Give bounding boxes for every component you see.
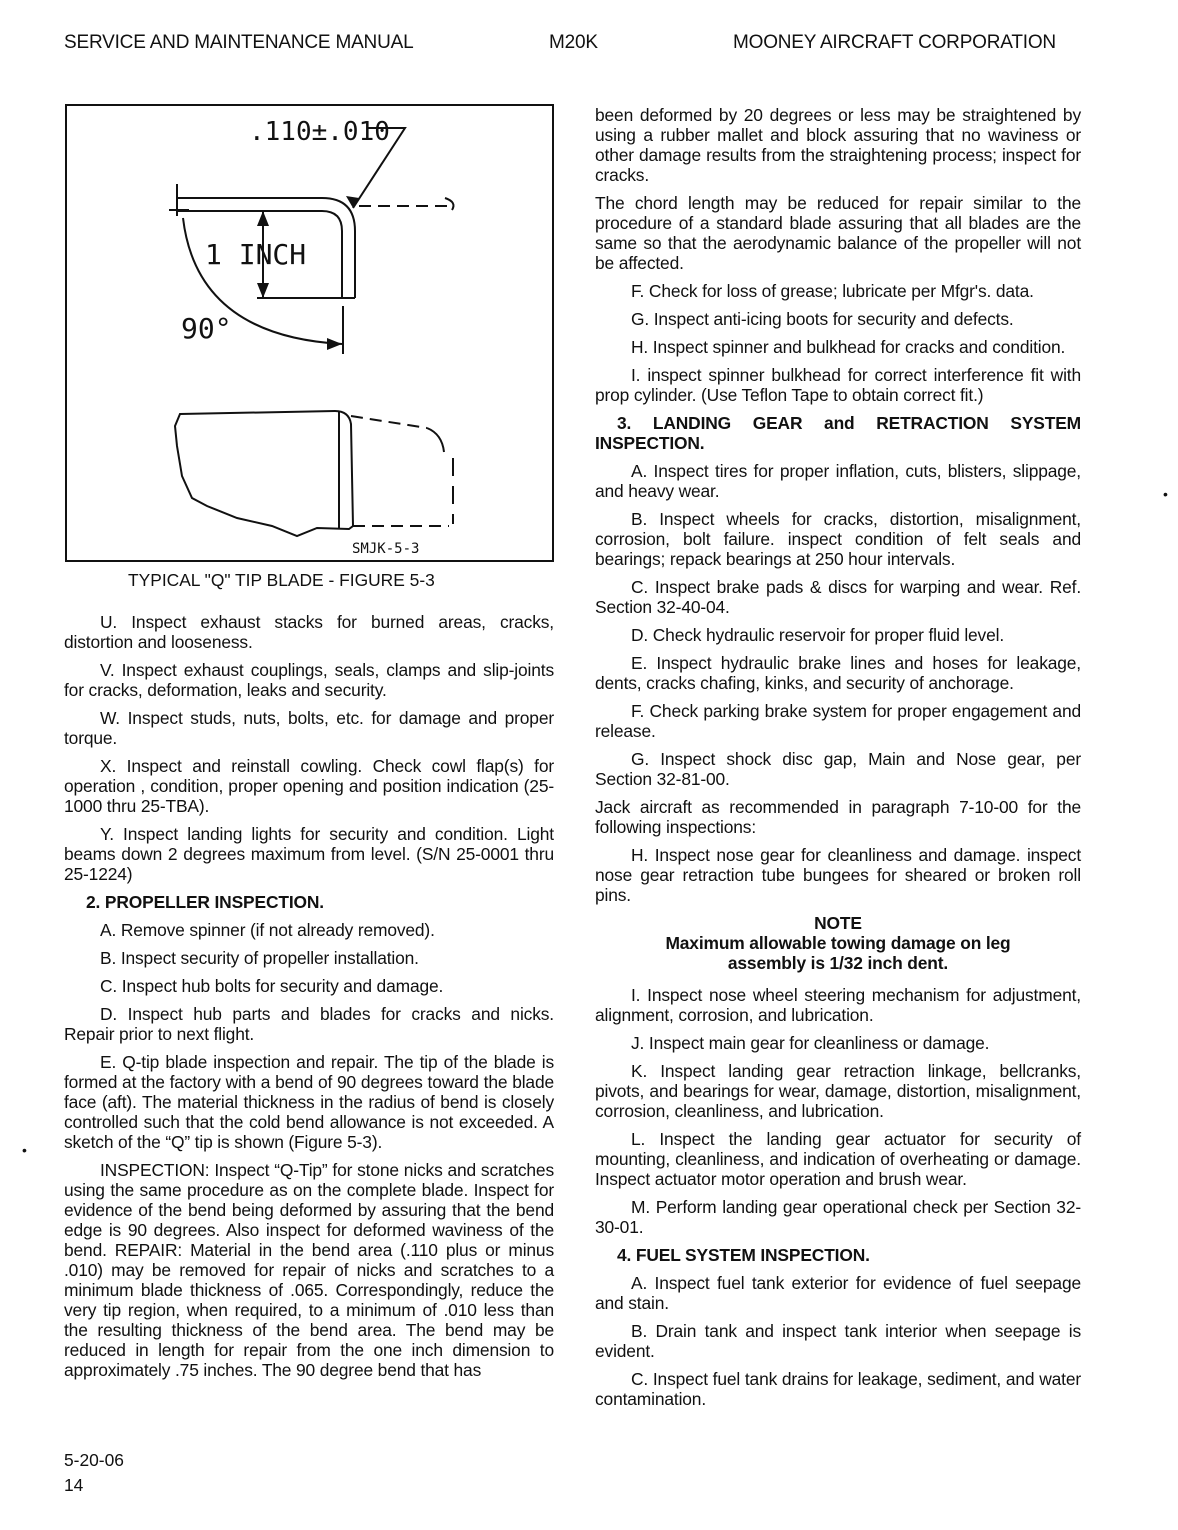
q-tip-blade-figure xyxy=(65,104,554,562)
propeller-item-d: D. Inspect hub parts and blades for cracks and nicks. Repair prior to next flight. xyxy=(64,1004,554,1044)
jack-aircraft-text: Jack aircraft as recommended in paragraph 7-10-00 for the following inspections: xyxy=(595,797,1081,837)
propeller-item-g: G. Inspect anti-icing boots for security and defects. xyxy=(631,309,1014,329)
page-number: 14 xyxy=(64,1475,84,1495)
item-x: X. Inspect and reinstall cowling. Check cowl flap(s) for operation , condition, proper opening and position indication (25-1000 thru 25-TBA). xyxy=(64,756,554,816)
propeller-item-f: F. Check for loss of grease; lubricate per Mfgr's. data. xyxy=(631,281,1034,301)
item-u: U. Inspect exhaust stacks for burned areas, cracks, distortion and looseness. xyxy=(64,612,554,652)
propeller-heading: 2. PROPELLER INSPECTION. xyxy=(86,892,324,912)
landing-item-l: L. Inspect the landing gear actuator for security of mounting, cleanliness, and indication of overheating or damage. Inspect actuator motor operation and brush wear. xyxy=(595,1129,1081,1189)
item-w: W. Inspect studs, nuts, bolts, etc. for damage and proper torque. xyxy=(64,708,554,748)
propeller-item-i: I. inspect spinner bulkhead for correct interference fit with prop cylinder. (Use Teflon Tape to obtain correct fit.) xyxy=(595,365,1081,405)
landing-item-f: F. Check parking brake system for proper engagement and release. xyxy=(595,701,1081,741)
header-company: MOONEY AIRCRAFT CORPORATION xyxy=(733,32,1056,53)
header-model: M20K xyxy=(549,32,598,53)
item-v: V. Inspect exhaust couplings, seals, clamps and slip-joints for cracks, deformation, leaks and security. xyxy=(64,660,554,700)
landing-item-c: C. Inspect brake pads & discs for warping and wear. Ref. Section 32-40-04. xyxy=(595,577,1081,617)
fuel-system-heading: 4. FUEL SYSTEM INSPECTION. xyxy=(617,1245,870,1265)
bend-angle-label: 90° xyxy=(181,312,232,345)
bend-thickness-label: .110±.010 xyxy=(249,117,390,147)
scan-mark: • xyxy=(1163,486,1168,502)
right-column xyxy=(595,105,1081,1417)
propeller-item-e: E. Q-tip blade inspection and repair. The tip of the blade is formed at the factory with a bend of 90 degrees toward the blade face (aft). The material thickness in the radius of bend is closely controlled such that the cold bend allowance is not exceeded. A sketch of the “Q” tip is shown (Figure 5-3). xyxy=(64,1052,554,1152)
propeller-item-b: B. Inspect security of propeller installation. xyxy=(100,948,419,968)
fuel-item-c: C. Inspect fuel tank drains for leakage, sediment, and water contamination. xyxy=(595,1369,1081,1409)
q-tip-inspection-text: INSPECTION: Inspect “Q-Tip” for stone nicks and scratches using the same procedure as on the complete blade. Inspect for evidence of the bend being deformed by assuring that the bend edge is 90 degrees. Also inspect for deformed waviness of the bend. REPAIR: Material in the bend area (.110 plus or minus .010) may be removed for repair of nicks and scratches to a minimum blade thickness of .065. Correspondingly, reduce the very tip region, when required, to a minimum of .010 less than the resulting thickness of the bend area. The bend may be reduced in length for repair from the one inch dimension to approximately .75 inches. The 90 degree bend that has xyxy=(64,1160,554,1380)
landing-item-j: J. Inspect main gear for cleanliness or damage. xyxy=(631,1033,990,1053)
landing-item-e: E. Inspect hydraulic brake lines and hoses for leakage, dents, cracks chafing, kinks, and security of anchorage. xyxy=(595,653,1081,693)
header-manual-title: SERVICE AND MAINTENANCE MANUAL xyxy=(64,32,414,53)
landing-item-m: M. Perform landing gear operational check per Section 32-30-01. xyxy=(595,1197,1081,1237)
landing-item-b: B. Inspect wheels for cracks, distortion, misalignment, corrosion, bolt failure. inspect condition of felt seals and bearings; repack bearings at 250 hour intervals. xyxy=(595,509,1081,569)
landing-item-h: H. Inspect nose gear for cleanliness and damage. inspect nose gear retraction tube bungees for sheared or broken roll pins. xyxy=(595,845,1081,905)
propeller-item-h: H. Inspect spinner and bulkhead for cracks and condition. xyxy=(631,337,1066,357)
q-tip-blade-drawing xyxy=(67,106,556,564)
bend-length-label: 1 INCH xyxy=(205,238,307,271)
landing-item-i: I. Inspect nose wheel steering mechanism for adjustment, alignment, corrosion, and lubrication. xyxy=(595,985,1081,1025)
figure-caption: TYPICAL "Q" TIP BLADE - FIGURE 5-3 xyxy=(128,570,435,590)
landing-item-k: K. Inspect landing gear retraction linkage, bellcranks, pivots, and bearings for wear, damage, distortion, misalignment, corrosion, cleanliness, and lubrication. xyxy=(595,1061,1081,1121)
q-tip-continuation: been deformed by 20 degrees or less may be straightened by using a rubber mallet and block assuring that no waviness or other damage results from the straightening process; inspect for cracks. xyxy=(595,105,1081,185)
chord-length-text: The chord length may be reduced for repair similar to the procedure of a standard blade assuring that all blades are the same so that the aerodynamic balance of the propeller will not be affected. xyxy=(595,193,1081,273)
figure-code: SMJK-5-3 xyxy=(352,541,420,557)
fuel-item-a: A. Inspect fuel tank exterior for evidence of fuel seepage and stain. xyxy=(595,1273,1081,1313)
propeller-item-c: C. Inspect hub bolts for security and damage. xyxy=(100,976,444,996)
note-text: Maximum allowable towing damage on leg assembly is 1/32 inch dent. xyxy=(665,933,1011,973)
revision-date: 5-20-06 xyxy=(64,1450,124,1470)
scan-mark: • xyxy=(22,1142,27,1158)
fuel-item-b: B. Drain tank and inspect tank interior when seepage is evident. xyxy=(595,1321,1081,1361)
landing-item-g: G. Inspect shock disc gap, Main and Nose gear, per Section 32-81-00. xyxy=(595,749,1081,789)
left-column xyxy=(64,612,554,1388)
landing-item-a: A. Inspect tires for proper inflation, cuts, blisters, slippage, and heavy wear. xyxy=(595,461,1081,501)
landing-item-d: D. Check hydraulic reservoir for proper fluid level. xyxy=(631,625,1005,645)
propeller-item-a: A. Remove spinner (if not already removed). xyxy=(100,920,435,940)
note-title: NOTE xyxy=(814,913,862,933)
landing-gear-heading: 3. LANDING GEAR and RETRACTION SYSTEM INSPECTION. xyxy=(595,413,1081,453)
item-y: Y. Inspect landing lights for security and condition. Light beams down 2 degrees maximum from level. (S/N 25-0001 thru 25-1224) xyxy=(64,824,554,884)
